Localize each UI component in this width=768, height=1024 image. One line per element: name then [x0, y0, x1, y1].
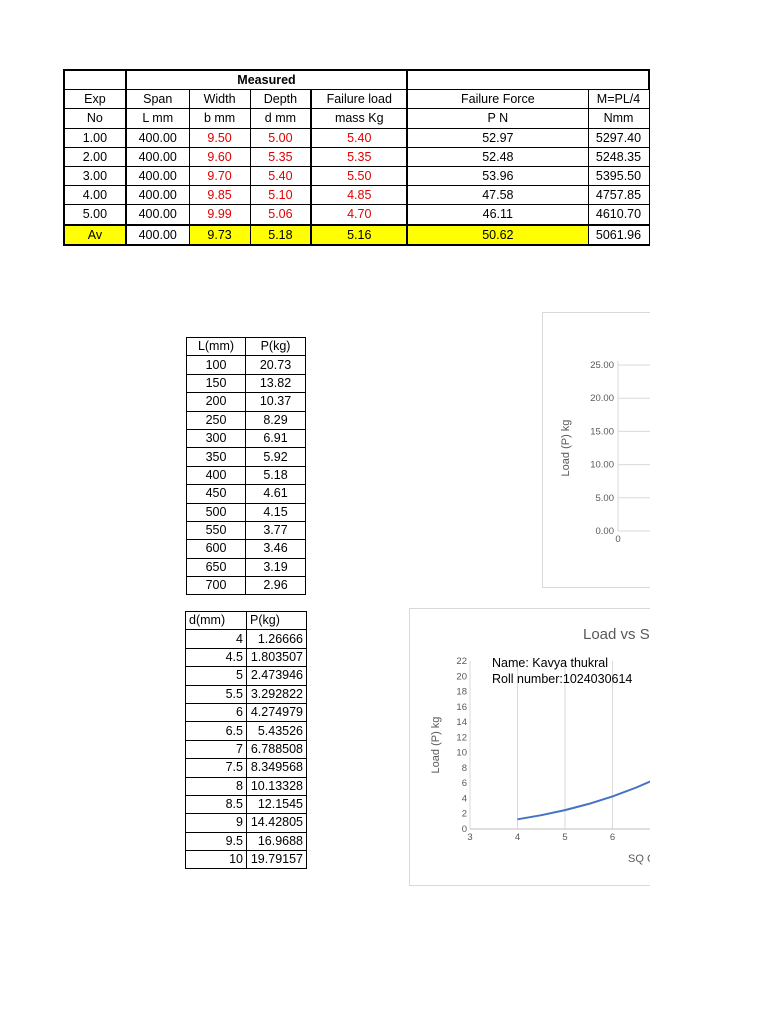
cell-width[interactable]: 9.70	[189, 166, 250, 185]
cell-depth[interactable]: 5.35	[250, 147, 311, 166]
table-row	[187, 448, 306, 466]
table-row	[64, 128, 649, 147]
cell-value[interactable]: 6.91	[246, 429, 306, 447]
cell-key[interactable]: 400	[187, 466, 246, 484]
cell-value[interactable]: 2.473946	[247, 667, 307, 685]
cell-key[interactable]: 4.5	[186, 648, 247, 666]
cell-value[interactable]: 12.1545	[247, 795, 307, 813]
group-header-measured[interactable]: Measured	[126, 70, 407, 90]
cell-key[interactable]: 200	[187, 393, 246, 411]
table-row	[187, 411, 306, 429]
table-row	[187, 374, 306, 392]
cell-key[interactable]: 5.5	[186, 685, 247, 703]
span-load-table	[186, 337, 306, 595]
cell-moment[interactable]: 4610.70	[588, 205, 649, 225]
cell-value[interactable]: 5.92	[246, 448, 306, 466]
table-row	[64, 186, 649, 205]
cell-key[interactable]: 9.5	[186, 832, 247, 850]
table-row	[186, 759, 307, 777]
cell-av-label[interactable]: Av	[64, 225, 126, 245]
table-row	[186, 851, 307, 869]
x-tick-label: 6	[609, 832, 616, 843]
header-b-mm[interactable]: b mm	[189, 109, 250, 128]
cell-key[interactable]: 100	[187, 356, 246, 374]
y-tick-label: 20	[456, 671, 467, 683]
header-moment[interactable]: M=PL/4	[588, 90, 649, 109]
table-row	[187, 466, 306, 484]
y-tick-label: 18	[456, 686, 467, 698]
table-row	[186, 740, 307, 758]
cell-key[interactable]: 450	[187, 485, 246, 503]
table-row	[186, 685, 307, 703]
cell-key[interactable]: 8	[186, 777, 247, 795]
header-mass-kg[interactable]: mass Kg	[311, 109, 407, 128]
y-tick-label: 20.00	[590, 393, 614, 405]
cell-failure-load[interactable]: 5.50	[311, 166, 407, 185]
cell-failure-force[interactable]: 47.58	[407, 186, 588, 205]
y-tick-label: 25.00	[590, 360, 614, 371]
chart-plot	[410, 609, 655, 887]
cell-key[interactable]: 300	[187, 429, 246, 447]
header-p-kg[interactable]: P(kg)	[246, 338, 306, 356]
cell-value[interactable]: 14.42805	[247, 814, 307, 832]
cell-span[interactable]: 400.00	[126, 205, 189, 225]
y-tick-label: 2	[461, 808, 467, 820]
cell-value[interactable]: 8.29	[246, 411, 306, 429]
cell-key[interactable]: 9	[186, 814, 247, 832]
table-row	[187, 356, 306, 374]
y-tick-label: 6	[461, 778, 467, 790]
y-tick-label: 10.00	[590, 459, 614, 471]
table-row	[186, 832, 307, 850]
cell-value[interactable]: 4.15	[246, 503, 306, 521]
y-tick-label: 14	[456, 717, 467, 729]
cell-failure-force[interactable]: 46.11	[407, 205, 588, 225]
cell-value[interactable]: 4.274979	[247, 703, 307, 721]
cell-key[interactable]: 6.5	[186, 722, 247, 740]
table-row	[186, 777, 307, 795]
header-p-n[interactable]: P N	[407, 109, 588, 128]
table-row	[187, 577, 306, 595]
cell-value[interactable]: 13.82	[246, 374, 306, 392]
cell-value[interactable]: 5.43526	[247, 722, 307, 740]
cell-depth[interactable]: 5.06	[250, 205, 311, 225]
x-tick-label: 0	[615, 534, 621, 545]
cell-value[interactable]: 1.803507	[247, 648, 307, 666]
cell-key[interactable]: 500	[187, 503, 246, 521]
cell-value[interactable]: 16.9688	[247, 832, 307, 850]
average-row	[64, 225, 649, 245]
x-axis-label: SQ C	[628, 853, 655, 865]
cell-value[interactable]: 6.788508	[247, 740, 307, 758]
cell-key[interactable]: 250	[187, 411, 246, 429]
cell-failure-force[interactable]: 53.96	[407, 166, 588, 185]
cell-failure-load[interactable]: 5.35	[311, 147, 407, 166]
cell-exp[interactable]: 5.00	[64, 205, 126, 225]
cell-width[interactable]: 9.99	[189, 205, 250, 225]
table-row	[186, 722, 307, 740]
y-axis-label: Load (P) kg	[430, 716, 442, 774]
cell-key[interactable]: 350	[187, 448, 246, 466]
cell-value[interactable]: 19.79157	[247, 851, 307, 869]
load-vs-depth-chart[interactable]	[409, 608, 655, 886]
header-empty-cell[interactable]	[407, 70, 649, 90]
cell-value[interactable]: 10.37	[246, 393, 306, 411]
table-row	[186, 795, 307, 813]
y-tick-label: 5.00	[595, 492, 614, 504]
cell-key[interactable]: 150	[187, 374, 246, 392]
x-tick-label: 3	[467, 832, 473, 843]
cell-depth[interactable]: 5.00	[250, 128, 311, 147]
table-row	[186, 814, 307, 832]
header-failure-load[interactable]: Failure load	[311, 90, 407, 109]
cell-exp[interactable]: 1.00	[64, 128, 126, 147]
cell-key[interactable]: 4	[186, 630, 247, 648]
cell-key[interactable]: 10	[186, 851, 247, 869]
table-row	[186, 648, 307, 666]
y-tick-label: 16	[456, 701, 467, 713]
cell-key[interactable]: 8.5	[186, 795, 247, 813]
cell-failure-force[interactable]: 52.97	[407, 128, 588, 147]
cell-av-failure-load[interactable]: 5.16	[311, 225, 407, 245]
cell-key[interactable]: 700	[187, 577, 246, 595]
table-row	[187, 521, 306, 539]
measurement-table	[63, 69, 650, 246]
cell-span[interactable]: 400.00	[126, 186, 189, 205]
y-tick-label: 0	[461, 824, 467, 835]
chart-title: Load vs S	[583, 626, 650, 643]
y-axis-label: Load (P) kg	[560, 419, 572, 477]
student-note	[492, 655, 632, 687]
series-line	[518, 777, 651, 819]
y-tick-label: 8	[461, 762, 467, 774]
cell-value[interactable]: 3.292822	[247, 685, 307, 703]
cell-av-failure-force[interactable]: 50.62	[407, 225, 588, 245]
y-tick-label: 22	[456, 656, 467, 667]
cell-failure-load[interactable]: 4.70	[311, 205, 407, 225]
table-row	[187, 540, 306, 558]
cell-failure-load[interactable]: 4.85	[311, 186, 407, 205]
cell-value[interactable]: 20.73	[246, 356, 306, 374]
cell-value[interactable]: 2.96	[246, 577, 306, 595]
cell-av-width[interactable]: 9.73	[189, 225, 250, 245]
cell-key[interactable]: 7.5	[186, 759, 247, 777]
cell-key[interactable]: 7	[186, 740, 247, 758]
header-l-mm[interactable]: L(mm)	[187, 338, 246, 356]
table-row	[186, 630, 307, 648]
table-row	[186, 703, 307, 721]
cell-value[interactable]: 3.19	[246, 558, 306, 576]
cell-key[interactable]: 6	[186, 703, 247, 721]
cell-value[interactable]: 4.61	[246, 485, 306, 503]
cell-exp[interactable]: 2.00	[64, 147, 126, 166]
header-nmm[interactable]: Nmm	[588, 109, 649, 128]
header-width[interactable]: Width	[189, 90, 250, 109]
cell-moment[interactable]: 5395.50	[588, 166, 649, 185]
cell-value[interactable]: 8.349568	[247, 759, 307, 777]
cell-depth[interactable]: 5.40	[250, 166, 311, 185]
cell-value[interactable]: 3.46	[246, 540, 306, 558]
header-no[interactable]: No	[64, 109, 126, 128]
load-vs-span-chart[interactable]	[542, 312, 650, 588]
cell-value[interactable]: 3.77	[246, 521, 306, 539]
student-name: Name: Kavya thukral	[492, 656, 609, 670]
cell-value[interactable]: 5.18	[246, 466, 306, 484]
cell-key[interactable]: 550	[187, 521, 246, 539]
cell-moment[interactable]: 4757.85	[588, 186, 649, 205]
cell-key[interactable]: 5	[186, 667, 247, 685]
y-tick-label: 15.00	[590, 426, 614, 438]
table-row	[186, 667, 307, 685]
cell-span[interactable]: 400.00	[126, 147, 189, 166]
header-depth[interactable]: Depth	[250, 90, 311, 109]
cell-width[interactable]: 9.60	[189, 147, 250, 166]
header-l-mm[interactable]: L mm	[126, 109, 189, 128]
cell-av-span[interactable]: 400.00	[126, 225, 189, 245]
cell-moment[interactable]: 5297.40	[588, 128, 649, 147]
cell-exp[interactable]: 3.00	[64, 166, 126, 185]
y-tick-label: 10	[456, 747, 467, 759]
cell-failure-force[interactable]: 52.48	[407, 147, 588, 166]
cell-width[interactable]: 9.50	[189, 128, 250, 147]
y-tick-label: 0.00	[595, 526, 614, 537]
cell-value[interactable]: 10.13328	[247, 777, 307, 795]
cell-failure-load[interactable]: 5.40	[311, 128, 407, 147]
table-row	[187, 503, 306, 521]
student-roll-number: Roll number:1024030614	[492, 672, 633, 686]
x-tick-label: 4	[514, 832, 521, 843]
header-failure-force[interactable]: Failure Force	[407, 90, 588, 109]
table-row	[187, 558, 306, 576]
header-exp[interactable]: Exp	[64, 90, 126, 109]
cell-span[interactable]: 400.00	[126, 166, 189, 185]
header-d-mm[interactable]: d mm	[250, 109, 311, 128]
cell-depth[interactable]: 5.10	[250, 186, 311, 205]
cell-key[interactable]: 600	[187, 540, 246, 558]
chart-plot	[543, 313, 650, 589]
cell-span[interactable]: 400.00	[126, 128, 189, 147]
header-p-kg[interactable]: P(kg)	[247, 612, 307, 630]
cell-width[interactable]: 9.85	[189, 186, 250, 205]
table-row	[187, 485, 306, 503]
table-row	[64, 166, 649, 185]
header-span[interactable]: Span	[126, 90, 189, 109]
y-tick-label: 12	[456, 732, 467, 744]
y-tick-label: 4	[461, 793, 467, 805]
header-d-mm[interactable]: d(mm)	[186, 612, 247, 630]
table-row	[64, 147, 649, 166]
cell-av-depth[interactable]: 5.18	[250, 225, 311, 245]
table-row	[187, 393, 306, 411]
table-row	[64, 205, 649, 225]
depth-load-table	[185, 611, 307, 869]
cell-key[interactable]: 650	[187, 558, 246, 576]
cell-value[interactable]: 1.26666	[247, 630, 307, 648]
cell-moment[interactable]: 5248.35	[588, 147, 649, 166]
table-row	[187, 429, 306, 447]
x-tick-label: 5	[562, 832, 568, 843]
header-empty-cell[interactable]	[64, 70, 126, 90]
cell-exp[interactable]: 4.00	[64, 186, 126, 205]
cell-av-moment[interactable]: 5061.96	[588, 225, 649, 245]
